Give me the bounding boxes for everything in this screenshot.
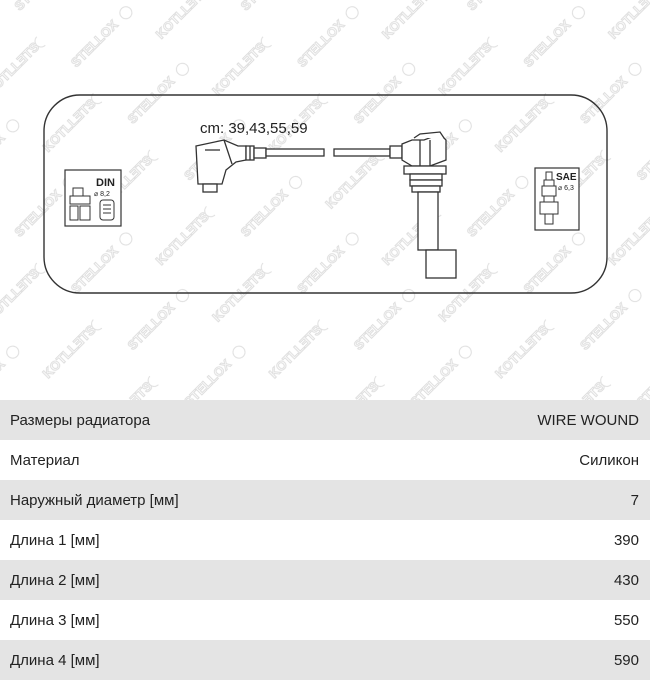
sae-badge-title: SAE [556, 172, 577, 183]
cable-wire [266, 149, 390, 156]
spec-value: WIRE WOUND [537, 411, 639, 429]
sae-badge-size: ⌀ 6,3 [558, 185, 574, 192]
spec-row-length-2 [0, 560, 650, 600]
spec-value: 390 [613, 531, 639, 549]
din-badge-size: ⌀ 8,2 [94, 191, 110, 198]
spec-row-material [0, 440, 650, 480]
spec-label: Длина 4 [мм] [10, 651, 100, 669]
spec-row-length-3 [0, 600, 650, 640]
spec-value: 7 [630, 491, 639, 509]
spark-plug-boot-icon [390, 132, 456, 278]
angled-boot-icon [196, 140, 266, 192]
spec-label: Размеры радиатора [10, 411, 151, 429]
spec-label: Длина 2 [мм] [10, 571, 100, 589]
spec-label: Наружный диаметр [мм] [10, 491, 179, 509]
cable-lengths-label: cm: 39,43,55,59 [200, 120, 308, 137]
diagram-frame [44, 95, 607, 293]
din-badge-title: DIN [96, 177, 115, 189]
spec-row-radiator [0, 400, 650, 440]
spec-value: Силикон [579, 451, 639, 469]
spec-value: 590 [613, 651, 639, 669]
spec-value: 430 [613, 571, 639, 589]
din-badge [65, 170, 121, 226]
spec-row-length-1 [0, 520, 650, 560]
spec-row-length-4 [0, 640, 650, 680]
spec-value: 550 [613, 611, 639, 629]
spec-label: Длина 3 [мм] [10, 611, 100, 629]
sae-badge [535, 168, 579, 230]
spec-row-outer-diameter [0, 480, 650, 520]
spec-label: Длина 1 [мм] [10, 531, 100, 549]
spec-label: Материал [10, 451, 80, 469]
specifications-table [0, 400, 650, 680]
